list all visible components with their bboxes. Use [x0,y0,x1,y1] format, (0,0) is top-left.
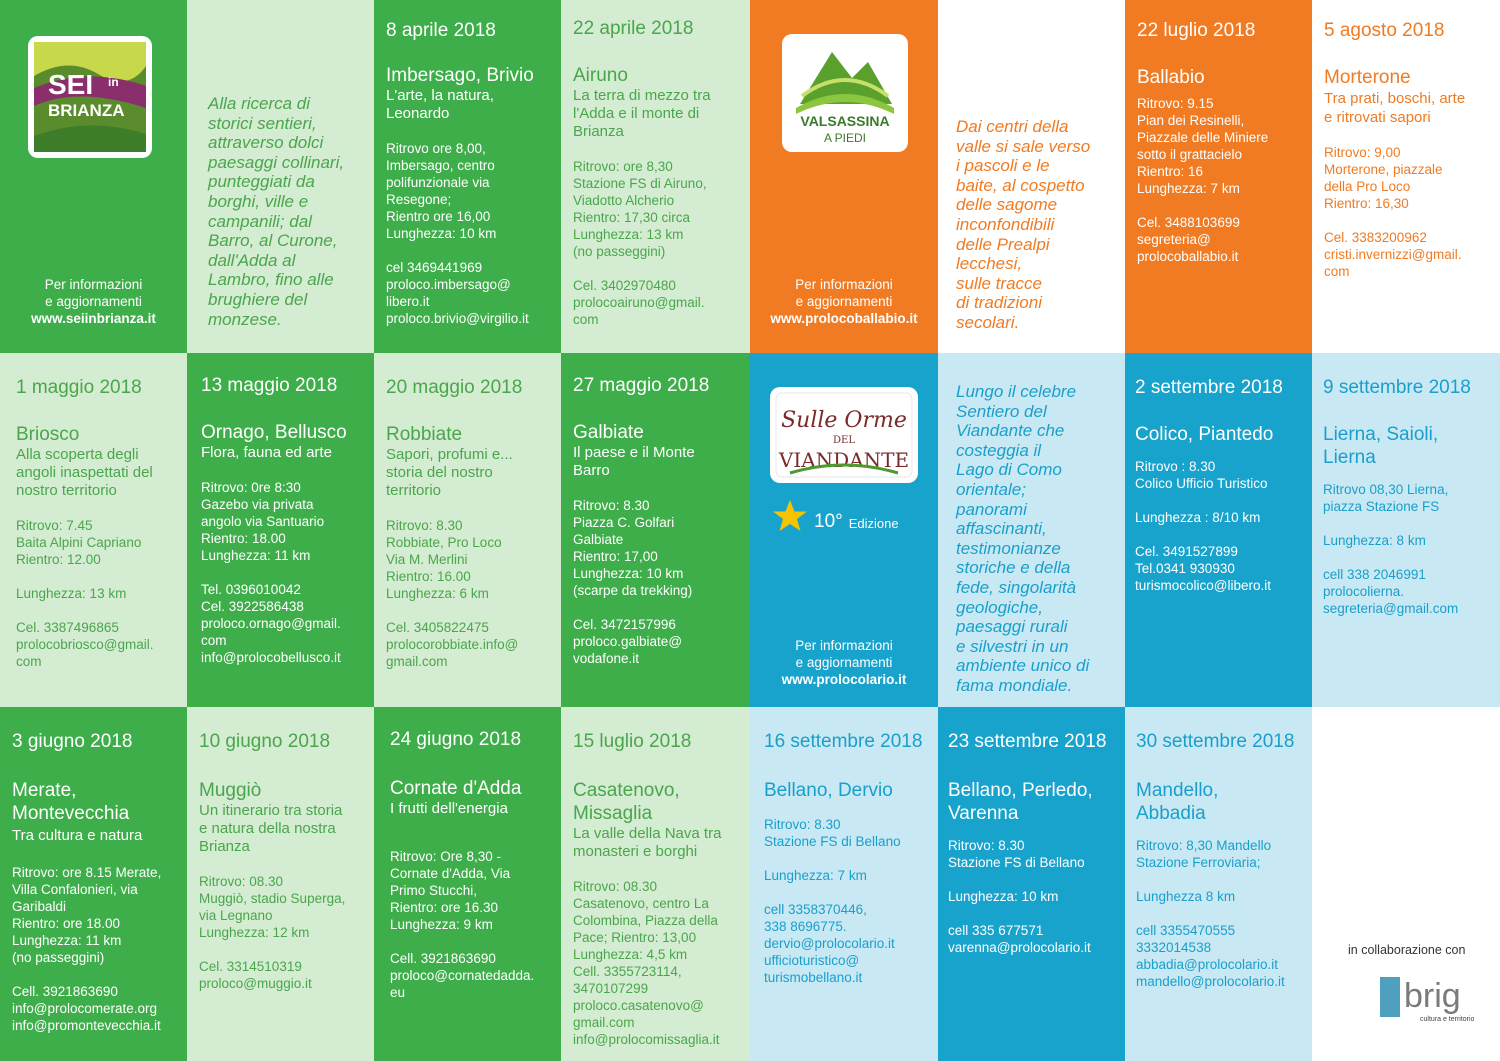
event-details: Ritrovo 08,30 Lierna, piazza Stazione FS [1323,482,1449,514]
sei-logo-graphic [28,36,152,158]
event-contacts: Cel. 3491527899 Tel.0341 930930 turismocolico@libero.it [1135,544,1271,593]
event-galbiate [561,353,750,707]
event-details: Ritrovo: 0re 8:30 Gazebo via privata angolo via Santuario Rientro: 18.00 Lunghezza: 11 km [201,480,325,563]
event-subtitle: La valle della Nava tra monasteri e borghi [573,825,722,860]
event-subtitle: Tra cultura e natura [12,827,143,844]
valsassina-intro-text: Dai centri della valle si sale verso i pascoli e le baite, al cospetto delle sagome inconfondibili delle Prealpi lecchesi, sulle tracce di tradizioni secolari. [956,117,1091,332]
event-contacts: Cel. 3402970480 prolocoairuno@gmail. com [573,278,705,327]
event-date: 16 settembre 2018 [764,731,923,752]
valsassina-info-line2: e aggiornamenti [795,294,893,309]
collaboration-text: in collaborazione con [1348,943,1466,957]
event-contacts: Tel. 0396010042 Cel. 3922586438 proloco.ornago@gmail. com info@prolocobellusco.it [201,582,341,665]
event-subtitle: Tra prati, boschi, arte e ritrovati sapori [1324,90,1466,126]
event-date: 9 settembre 2018 [1323,377,1471,398]
event-place: Robbiate [386,424,463,445]
event-place: Ornago, Bellusco [201,422,347,443]
viandante-intro-panel [938,353,1125,707]
event-contacts: Cel. 3383200962 cristi.invernizzi@gmail. com [1324,230,1462,279]
event-contacts: Cell. 3921863690 info@prolocomerate.org info@promontevecchia.it [12,984,161,1033]
event-length: Lunghezza: 8 km [1323,533,1426,548]
event-morterone [1312,0,1500,353]
event-details: Ritrovo: ore 8,30 Stazione FS di Airuno, Viadotto Alcherio Rientro: 17,30 circa Lunghezza: 13 km (no passeggini) [573,159,707,259]
sei-intro-text: Alla ricerca di storici sentieri, attraverso dolci paesaggi collinari, punteggiati da borghi, ville e campanili; dal Barro, al Curone, dall'Adda al Lambro, fino alle brughiere del monzese. [208,94,345,329]
event-place: Bellano, Dervio [764,780,893,801]
event-subtitle: La terra di mezzo tra l'Adda e il monte di Brianza [573,87,711,140]
valsassina-intro-panel [938,0,1125,353]
event-place: Lierna, Saioli, Lierna [1323,424,1439,468]
event-place: Colico, Piantedo [1135,424,1274,445]
event-length: Lunghezza: 13 km [16,586,127,601]
event-length: Lunghezza: 7 km [764,868,867,883]
viandante-intro-text: Lungo il celebre Sentiero del Viandante che costeggia il Lago di Como orientale; panorami affascinanti, testimonianze storiche e della fede, singolarità geologiche, paesaggi rurali e silvestri in un ambiente unico di fama mondiale. [956,382,1090,695]
event-muggio [187,707,374,1061]
viandante-edition [772,499,899,533]
sei-info-line2: e aggiornamenti [45,294,142,309]
brig-logo-sub: cultura e territorio [1420,1016,1474,1023]
event-date: 20 maggio 2018 [386,377,523,398]
viandante-logo-line2: DEL [833,435,855,446]
event-place: Casatenovo, Missaglia [573,780,680,824]
viandante-info-url[interactable]: www.prolocolario.it [781,672,907,687]
event-contacts: Cel. 3314510319 proloco@muggio.it [199,959,312,991]
event-contacts: Cell. 3921863690 proloco@cornatedadda. eu [390,951,535,1000]
event-details: Ritrovo: 8,30 Mandello Stazione Ferroviaria; [1136,838,1272,870]
event-colico [1125,353,1312,707]
sei-logo-top: SEI [48,69,94,100]
event-date: 3 giugno 2018 [12,731,133,752]
event-contacts: cell 3355470555 3332014538 abbadia@prolocolario.it mandello@prolocolario.it [1136,923,1285,989]
event-ornago [187,353,374,707]
event-subtitle: L'arte, la natura, Leonardo [386,87,494,122]
event-details: Ritrovo ore 8,00, Imbersago, centro polifunzionale via Resegone; Rientro ore 16,00 Lunghezza: 10 km [386,141,497,241]
event-subtitle: Un itinerario tra storia e natura della nostra Brianza [199,802,343,855]
event-date: 22 aprile 2018 [573,18,694,39]
event-cornate [374,707,561,1061]
event-place: Cornate d'Adda [390,778,522,799]
brig-logo-text: brig [1404,977,1461,1015]
event-imbersago [374,0,561,353]
sei-intro-panel [187,0,374,353]
viandante-logo [770,387,918,483]
viandante-logo-graphic [770,387,918,483]
event-place: Airuno [573,65,628,86]
event-details: Ritrovo: 9.15 Pian dei Resinelli, Piazzale delle Miniere sotto il grattacielo Rientro: 16 Lunghezza: 7 km [1137,96,1269,196]
event-contacts: Cel. 3488103699 segreteria@ prolocoballabio.it [1137,215,1240,264]
brig-logo [1374,967,1474,1032]
viandante-info [750,637,938,688]
viandante-info-line1: Per informazioni [795,638,893,653]
event-place: Merate, Montevecchia [12,780,130,824]
event-details: Ritrovo: 8.30 Stazione FS di Bellano [764,817,901,849]
event-subtitle: I frutti dell'energia [390,800,508,817]
event-contacts: Cel. 3387496865 prolocobriosco@gmail. com [16,620,154,669]
event-contacts: cell 338 2046991 prolocolierna. segreteria@gmail.com [1323,567,1459,616]
event-length: Lunghezza : 8/10 km [1135,510,1261,525]
event-contacts: cell 3358370446, 338 8696775. dervio@prolocolario.it ufficioturistico@ turismobellano.it [764,902,895,985]
event-place: Muggiò [199,780,262,801]
event-date: 13 maggio 2018 [201,375,338,396]
event-briosco [0,353,187,707]
valsassina-panel [750,0,938,353]
event-date: 23 settembre 2018 [948,731,1107,752]
event-bellano-perledo [938,707,1125,1061]
sei-info-line1: Per informazioni [44,277,143,292]
event-length: Lunghezza 8 km [1136,889,1236,904]
event-place: Briosco [16,424,80,445]
valsassina-logo [782,34,908,152]
event-lierna [1312,353,1500,707]
viandante-edition-label: Edizione [848,516,899,531]
event-date: 10 giugno 2018 [199,731,331,752]
event-place: Imbersago, Brivio [386,65,534,86]
event-date: 5 agosto 2018 [1324,20,1445,41]
valsassina-info-url[interactable]: www.prolocoballabio.it [770,311,918,326]
valsassina-logo-sub: A PIEDI [823,131,867,145]
event-date: 1 maggio 2018 [16,377,142,398]
event-details: Ritrovo : 8.30 Colico Ufficio Turistico [1135,459,1268,491]
event-place: Morterone [1324,67,1411,88]
event-length: Lunghezza: 10 km [948,889,1059,904]
event-date: 15 luglio 2018 [573,731,692,752]
event-date: 8 aprile 2018 [386,20,496,41]
sei-logo-in: in [108,75,119,89]
event-contacts: Cel. 3472157996 proloco.galbiate@ vodafone.it [573,617,683,666]
event-place: Galbiate [573,422,644,443]
event-casatenovo [561,707,750,1061]
event-contacts: Cel. 3405822475 prolocorobbiate.info@ gmail.com [386,620,519,669]
viandante-edition-number: 10° [814,511,843,532]
event-mandello [1125,707,1312,1061]
event-date: 30 settembre 2018 [1136,731,1295,752]
viandante-info-line2: e aggiornamenti [795,655,893,670]
event-contacts: cel 3469441969 proloco.imbersago@ libero.it proloco.brivio@virgilio.it [386,260,529,326]
valsassina-info [750,276,938,327]
sei-info [0,276,187,327]
collaboration-panel [1312,707,1500,1061]
event-subtitle: Alla scoperta degli angoli inaspettati del nostro territorio [16,446,153,499]
brig-logo-graphic [1374,967,1474,1027]
event-date: 27 maggio 2018 [573,375,710,396]
event-place: Bellano, Perledo, Varenna [948,780,1093,824]
event-details: Ritrovo: 8.30 Piazza C. Golfari Galbiate Rientro: 17,00 Lunghezza: 10 km (scarpe da trekking) [573,498,693,598]
event-details: Ritrovo: 08.30 Muggiò, stadio Superga, via Legnano Lunghezza: 12 km [199,874,346,940]
event-details: Ritrovo: 8.30 Stazione FS di Bellano [948,838,1085,870]
event-place: Mandello, Abbadia [1136,780,1219,824]
sei-info-url[interactable]: www.seiinbrianza.it [31,311,156,326]
valsassina-info-line1: Per informazioni [795,277,893,292]
event-details: Ritrovo: Ore 8,30 - Cornate d'Adda, Via Primo Stucchi, Rientro: ore 16.30 Lunghezza: 9 km [390,849,511,932]
sei-in-brianza-logo [28,36,152,158]
valsassina-logo-title: VALSASSINA [800,113,890,129]
event-subtitle: Flora, fauna ed arte [201,444,332,461]
sei-logo-bottom: BRIANZA [48,101,125,120]
event-contacts: cell 335 677571 varenna@prolocolario.it [948,923,1091,955]
viandante-panel [750,353,938,707]
star-icon [772,499,808,533]
event-details: Ritrovo: 9,00 Morterone, piazzale della Pro Loco Rientro: 16,30 [1324,145,1443,211]
event-ballabio [1125,0,1312,353]
valsassina-logo-graphic [782,34,908,152]
event-merate [0,707,187,1061]
event-date: 2 settembre 2018 [1135,377,1283,398]
event-place: Ballabio [1137,67,1205,88]
event-details: Ritrovo: ore 8.15 Merate, Villa Confalonieri, via Garibaldi Rientro: ore 18.00 Lunghezza: 11 km (no passeggini) [12,865,162,965]
event-subtitle: Il paese e il Monte Barro [573,444,695,479]
event-details: Ritrovo: 8.30 Robbiate, Pro Loco Via M. Merlini Rientro: 16.00 Lunghezza: 6 km [386,518,502,601]
event-robbiate [374,353,561,707]
event-date: 22 luglio 2018 [1137,20,1256,41]
viandante-logo-line3: VIANDANTE [778,448,910,472]
event-date: 24 giugno 2018 [390,729,522,750]
event-subtitle: Sapori, profumi e... storia del nostro territorio [386,446,513,499]
sei-in-brianza-panel [0,0,187,353]
viandante-logo-line1: Sulle Orme [781,408,907,433]
event-details: Ritrovo: 08.30 Casatenovo, centro La Colombina, Piazza della Pace; Rientro: 13,00 Lunghezza: 4,5 km Cell. 3355723114, 3470107299 proloco.casatenovo@ gmail.com info@prolocomissaglia.it [573,879,720,1047]
event-airuno [561,0,750,353]
event-bellano-dervio [750,707,938,1061]
event-details: Ritrovo: 7.45 Baita Alpini Capriano Rientro: 12.00 [16,518,142,567]
